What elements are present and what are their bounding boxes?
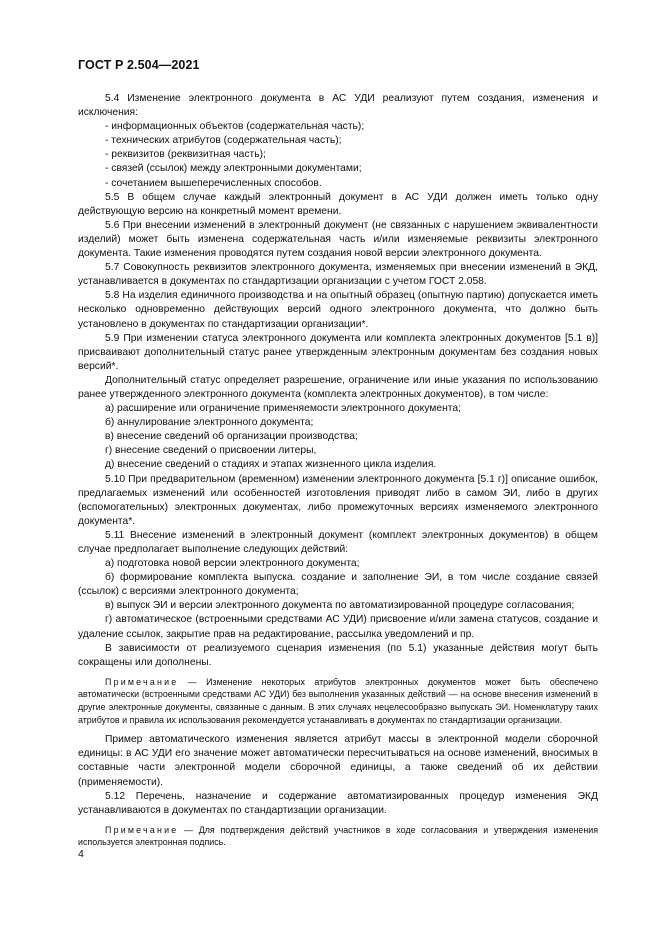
list-item: - связей (ссылок) между электронными документами; <box>105 163 362 175</box>
list-item: - технических атрибутов (содержательная часть); <box>105 135 342 147</box>
list-item: а) расширение или ограничение применяемости электронного документа; <box>105 403 461 415</box>
list-item: - реквизитов (реквизитная часть); <box>105 149 266 161</box>
clause-5-5: 5.5 В общем случае каждый электронный документ в АС УДИ должен иметь только одну действующую версию на конкретный момент времени. <box>78 191 598 217</box>
example-paragraph: Пример автоматического изменения является атрибут массы в электронной модели сборочной единицы: в АС УДИ его значение может автоматически пересчитываться на основе изменений, вносимых в составные части электронной модели сборочной единицы, а также сведений об их действии (применяемости). <box>78 734 598 788</box>
clause-5-7: 5.7 Совокупность реквизитов электронного документа, изменяемых при внесении изменений в ЭКД, устанавливается в документах по стандартизации организации с учетом ГОСТ 2.058. <box>78 262 598 288</box>
document-body <box>78 92 598 856</box>
note-label: Примечание <box>105 824 179 835</box>
clause-5-8: 5.8 На изделия единичного производства и на опытный образец (опытную партию) допускается иметь несколько одновременно действующих версий одного электронного документа, что должно быть установлено в документах по стандартизации организации*. <box>78 290 598 330</box>
note-text: — Изменение некоторых атрибутов электронных документов может быть обеспечено автоматически (встроенными средствами АС УДИ) без выполнения указанных действий — на основе внесения изменений в другие электронные документы, связанные с данным. В этих случаях нецелесообразно выпускать ЭИ. Номенклатуру таких атрибутов и правила их использования рекомендуется устанавливать в документах по стандартизации организации. <box>78 676 598 725</box>
list-item: г) автоматическое (встроенными средствами АС УДИ) присвоение и/или замена статусов, создание и удаление ссылок, закрытие прав на редактирование, рассылка уведомлений и пр. <box>78 614 598 640</box>
list-item: - информационных объектов (содержательная часть); <box>105 121 365 133</box>
document-header: ГОСТ Р 2.504—2021 <box>78 58 200 72</box>
list-item: - сочетанием вышеперечисленных способов. <box>105 177 322 189</box>
list-item: б) формирование комплекта выпуска. создание и заполнение ЭИ, в том числе создание связей (ссылок) с версиями электронного документа; <box>78 572 598 598</box>
list-item: г) внесение сведений о присвоении литеры, <box>105 445 317 457</box>
page-number: 4 <box>78 848 84 860</box>
list-item: в) внесение сведений об организации производства; <box>105 431 358 443</box>
list-item: б) аннулирование электронного документа; <box>105 417 314 429</box>
list-item: д) внесение сведений о стадиях и этапах жизненного цикла изделия. <box>105 459 437 471</box>
clause-5-11: 5.11 Внесение изменений в электронный документ (комплект электронных документов) в общем случае предполагает выполнение следующих действий: <box>78 529 598 555</box>
clause-5-9-additional: Дополнительный статус определяет разрешение, ограничение или иные указания по использованию ранее утвержденного электронного документа (комплекта электронных документов), в том числе: <box>78 374 598 400</box>
note-label: Примечание <box>105 676 179 687</box>
note-text: — Для подтверждения действий участников в ходе согласования и утверждения изменения используется электронная подпись. <box>78 824 598 848</box>
list-item: а) подготовка новой версии электронного документа; <box>105 558 360 570</box>
note-1 <box>78 676 598 726</box>
clause-5-12: 5.12 Перечень, назначение и содержание автоматизированных процедур изменения ЭКД устанавливаются в документах по стандартизации организации. <box>78 790 598 816</box>
clause-5-11-outro: В зависимости от реализуемого сценария изменения (по 5.1) указанные действия могут быть сокращены или дополнены. <box>78 642 598 668</box>
clause-5-10: 5.10 При предварительном (временном) изменении электронного документа [5.1 г)] описание ошибок, предлагаемых изменений или особенностей изготовления приводят либо в самом ЭИ, либо в других (вспомогательных) электронных документах, либо промежуточных версиях изменяемого электронного документа*. <box>78 473 598 527</box>
note-2 <box>78 824 598 849</box>
clause-5-9: 5.9 При изменении статуса электронного документа или комплекта электронных документов [5.1 в)] присваивают дополнительный статус ранее утвержденным электронным документам без создания новых версий*. <box>78 332 598 372</box>
clause-5-4: 5.4 Изменение электронного документа в АС УДИ реализуют путем создания, изменения и исключения: <box>78 93 598 119</box>
list-item: в) выпуск ЭИ и версии электронного документа по автоматизированной процедуре согласования; <box>105 600 575 612</box>
clause-5-6: 5.6 При внесении изменений в электронный документ (не связанных с нарушением эквивалентности изделий) может быть изменена содержательная часть и/или изменяемые реквизиты электронного документа. Такие изменения проводятся путем создания новой версии электронного документа. <box>78 219 598 260</box>
